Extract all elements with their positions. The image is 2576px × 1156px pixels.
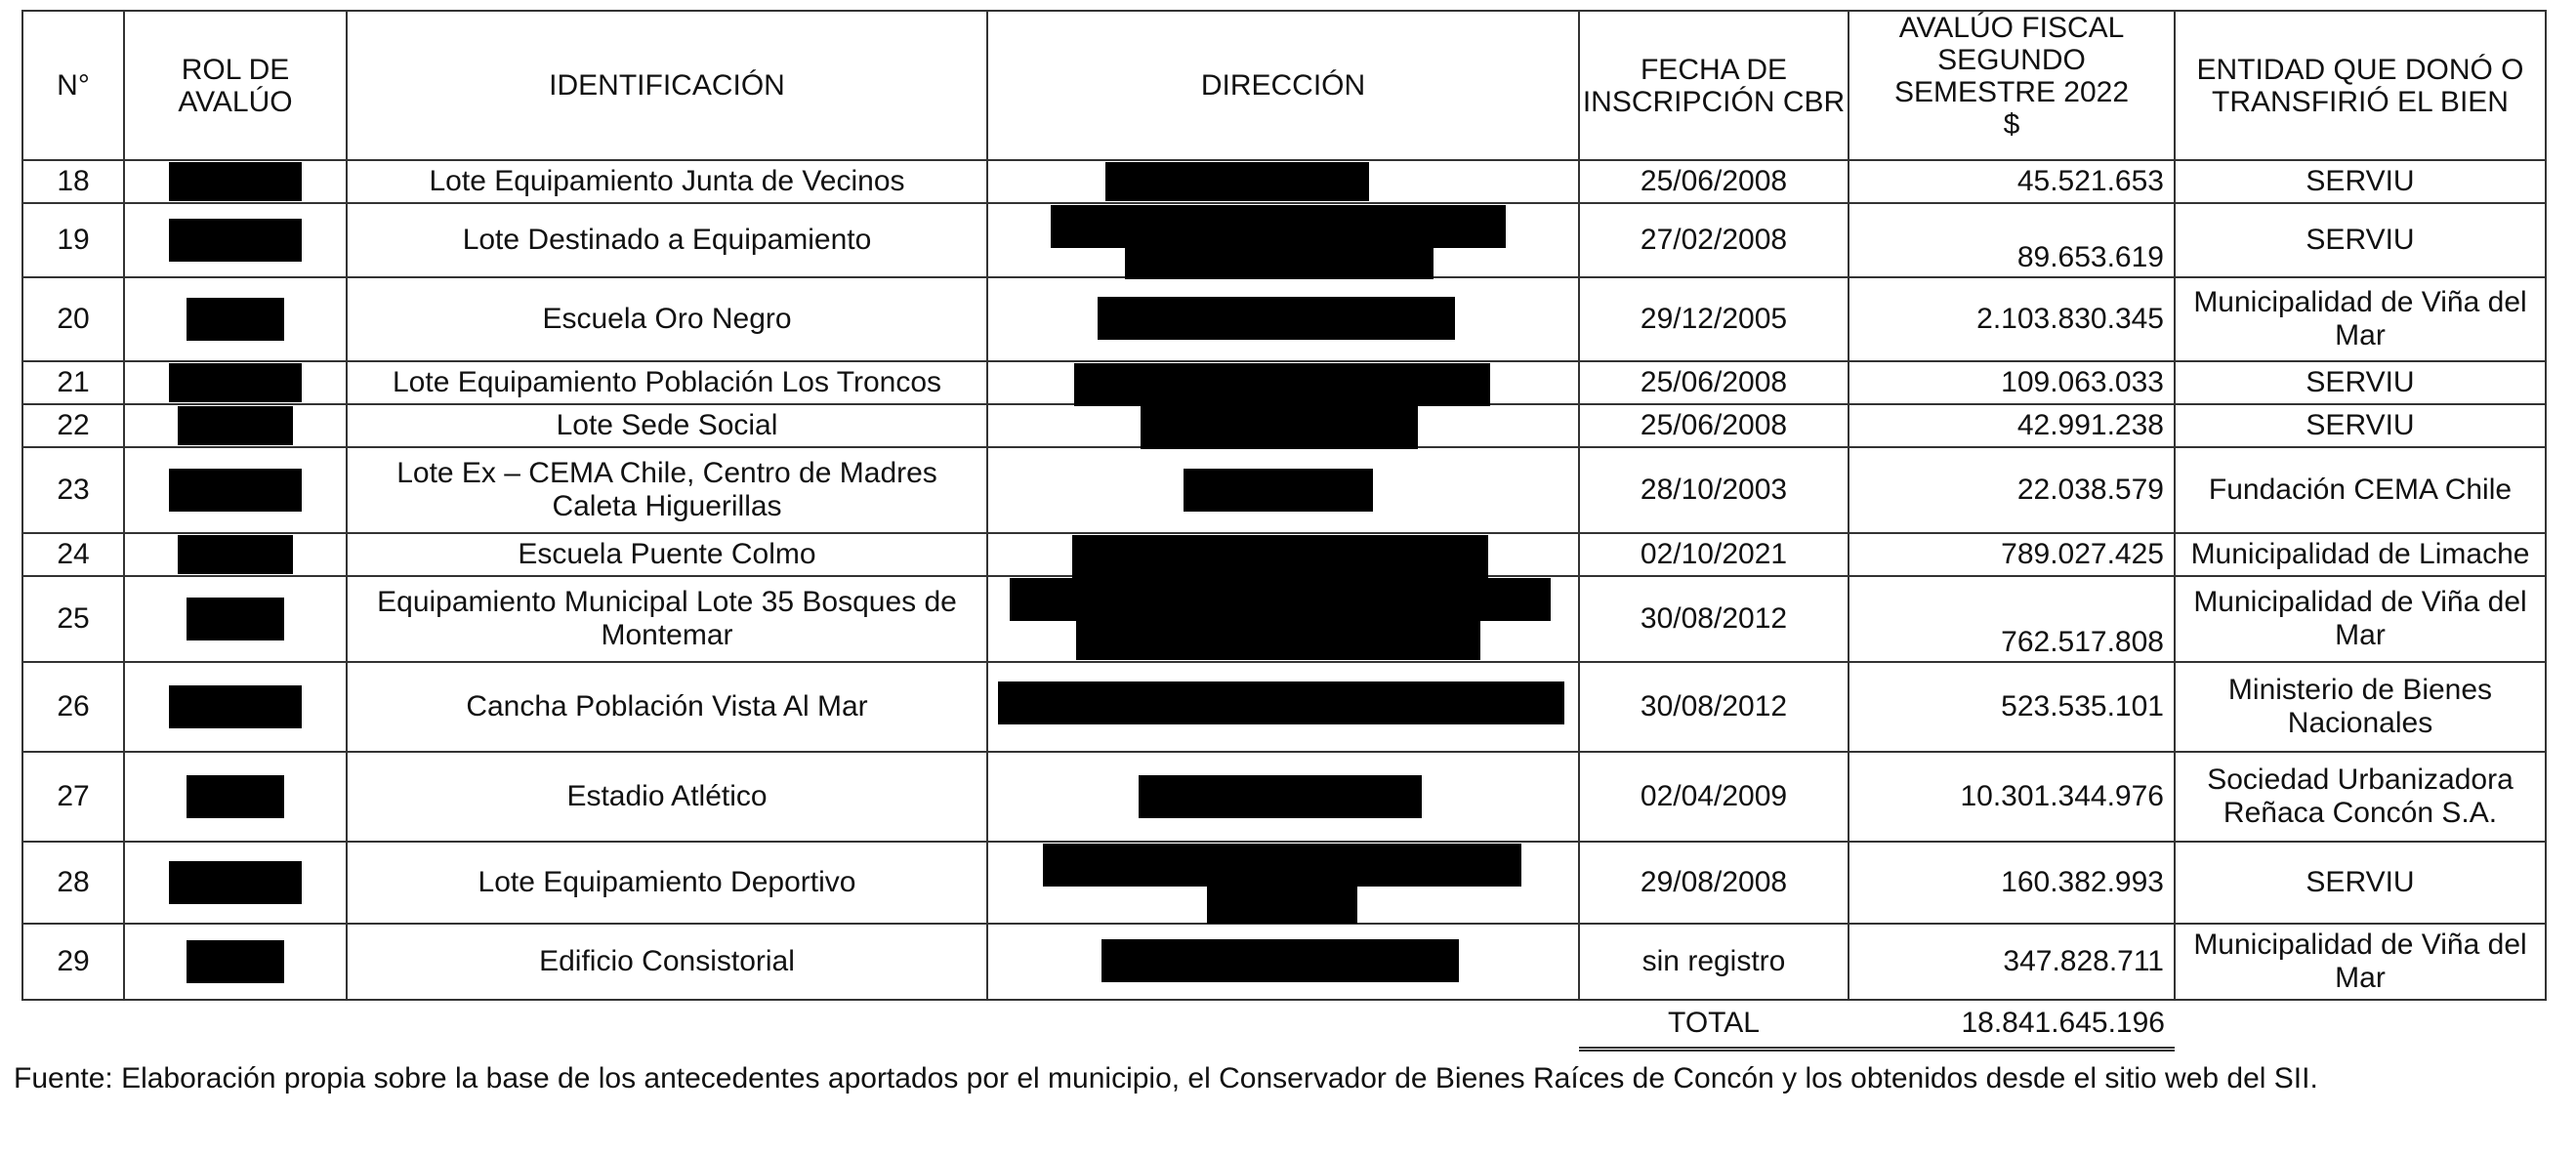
table-row <box>22 533 2546 576</box>
cell-direccion-redacted <box>987 662 1579 752</box>
cell-fecha: 28/10/2003 <box>1579 447 1849 533</box>
cell-avaluo: 762.517.808 <box>1849 576 2175 662</box>
cell-identificacion: Edificio Consistorial <box>347 924 987 1000</box>
redaction-bar <box>169 363 302 402</box>
cell-fecha: 02/10/2021 <box>1579 533 1849 576</box>
cell-identificacion: Lote Equipamiento Población Los Troncos <box>347 361 987 404</box>
cell-entidad: SERVIU <box>2175 160 2546 203</box>
header-entidad: ENTIDAD QUE DONÓ O TRANSFIRIÓ EL BIEN <box>2175 11 2546 160</box>
cell-avaluo: 10.301.344.976 <box>1849 752 2175 842</box>
cell-n: 25 <box>22 576 124 662</box>
redaction-bar <box>187 775 284 818</box>
cell-direccion-redacted <box>987 752 1579 842</box>
cell-avaluo: 160.382.993 <box>1849 842 2175 924</box>
total-row <box>22 1000 2546 1049</box>
table-row <box>22 752 2546 842</box>
redaction-bar <box>1105 162 1369 201</box>
redaction-bar <box>1125 242 1433 279</box>
cell-fecha: 25/06/2008 <box>1579 404 1849 447</box>
cell-rol-redacted <box>124 361 347 404</box>
cell-identificacion: Lote Sede Social <box>347 404 987 447</box>
cell-entidad: Ministerio de Bienes Nacionales <box>2175 662 2546 752</box>
redaction-bar <box>169 219 302 262</box>
header-identificacion: IDENTIFICACIÓN <box>347 11 987 160</box>
cell-entidad: SERVIU <box>2175 203 2546 277</box>
cell-direccion-redacted <box>987 447 1579 533</box>
cell-entidad: Municipalidad de Viña del Mar <box>2175 576 2546 662</box>
cell-entidad: SERVIU <box>2175 842 2546 924</box>
redaction-bar <box>169 469 302 512</box>
cell-n: 19 <box>22 203 124 277</box>
redaction-bar <box>169 685 302 728</box>
cell-identificacion: Lote Equipamiento Junta de Vecinos <box>347 160 987 203</box>
cell-direccion-redacted <box>987 277 1579 361</box>
cell-avaluo: 2.103.830.345 <box>1849 277 2175 361</box>
table-row <box>22 160 2546 203</box>
table-row <box>22 404 2546 447</box>
cell-n: 20 <box>22 277 124 361</box>
document <box>21 10 2545 1052</box>
table-row <box>22 576 2546 662</box>
cell-identificacion: Lote Equipamiento Deportivo <box>347 842 987 924</box>
cell-entidad: SERVIU <box>2175 361 2546 404</box>
cell-identificacion: Lote Ex – CEMA Chile, Centro de Madres Caleta Higuerillas <box>347 447 987 533</box>
cell-direccion-redacted <box>987 203 1579 277</box>
cell-n: 28 <box>22 842 124 924</box>
cell-rol-redacted <box>124 447 347 533</box>
redaction-bar <box>1043 844 1521 887</box>
redaction-bar <box>1076 621 1480 660</box>
cell-avaluo: 523.535.101 <box>1849 662 2175 752</box>
cell-direccion-redacted <box>987 361 1579 404</box>
cell-identificacion: Lote Destinado a Equipamiento <box>347 203 987 277</box>
table-row <box>22 842 2546 924</box>
cell-fecha: sin registro <box>1579 924 1849 1000</box>
cell-direccion-redacted <box>987 576 1579 662</box>
redaction-bar <box>1139 775 1422 818</box>
cell-avaluo: 89.653.619 <box>1849 203 2175 277</box>
cell-direccion-redacted <box>987 533 1579 576</box>
cell-rol-redacted <box>124 533 347 576</box>
header-direccion: DIRECCIÓN <box>987 11 1579 160</box>
cell-avaluo: 42.991.238 <box>1849 404 2175 447</box>
header-avaluo-unit: $ <box>2003 108 2020 141</box>
cell-fecha: 30/08/2012 <box>1579 662 1849 752</box>
redaction-bar <box>187 940 284 983</box>
cell-rol-redacted <box>124 842 347 924</box>
cell-avaluo: 45.521.653 <box>1849 160 2175 203</box>
redaction-bar <box>1098 297 1455 340</box>
cell-fecha: 30/08/2012 <box>1579 576 1849 662</box>
table-row <box>22 203 2546 277</box>
redaction-bar <box>187 298 284 341</box>
cell-fecha: 25/06/2008 <box>1579 361 1849 404</box>
cell-fecha: 02/04/2009 <box>1579 752 1849 842</box>
cell-entidad: Fundación CEMA Chile <box>2175 447 2546 533</box>
total-label: TOTAL <box>1579 1000 1849 1049</box>
cell-n: 24 <box>22 533 124 576</box>
redaction-bar <box>1184 469 1373 512</box>
cell-avaluo: 22.038.579 <box>1849 447 2175 533</box>
table-row <box>22 924 2546 1000</box>
cell-fecha: 29/12/2005 <box>1579 277 1849 361</box>
cell-n: 29 <box>22 924 124 1000</box>
redaction-bar <box>998 681 1564 724</box>
cell-direccion-redacted <box>987 404 1579 447</box>
assets-table <box>21 10 2547 1052</box>
cell-n: 26 <box>22 662 124 752</box>
cell-identificacion: Estadio Atlético <box>347 752 987 842</box>
table-row <box>22 662 2546 752</box>
cell-n: 18 <box>22 160 124 203</box>
redaction-bar <box>1010 578 1551 621</box>
header-avaluo-title: AVALÚO FISCAL SEGUNDO SEMESTRE 2022 <box>1893 12 2130 108</box>
cell-fecha: 25/06/2008 <box>1579 160 1849 203</box>
table-row <box>22 277 2546 361</box>
table-row <box>22 361 2546 404</box>
cell-rol-redacted <box>124 404 347 447</box>
redaction-bar <box>1074 363 1490 406</box>
cell-n: 21 <box>22 361 124 404</box>
cell-identificacion: Escuela Puente Colmo <box>347 533 987 576</box>
header-fecha: FECHA DE INSCRIPCIÓN CBR <box>1579 11 1849 160</box>
cell-rol-redacted <box>124 662 347 752</box>
cell-n: 22 <box>22 404 124 447</box>
cell-rol-redacted <box>124 160 347 203</box>
cell-n: 27 <box>22 752 124 842</box>
cell-entidad: Municipalidad de Viña del Mar <box>2175 277 2546 361</box>
cell-entidad: Sociedad Urbanizadora Reñaca Concón S.A. <box>2175 752 2546 842</box>
cell-fecha: 27/02/2008 <box>1579 203 1849 277</box>
cell-direccion-redacted <box>987 842 1579 924</box>
redaction-bar <box>178 535 293 574</box>
cell-entidad: Municipalidad de Viña del Mar <box>2175 924 2546 1000</box>
redaction-bar <box>1207 885 1357 924</box>
redaction-bar <box>1101 939 1459 982</box>
cell-identificacion: Escuela Oro Negro <box>347 277 987 361</box>
redaction-bar <box>178 406 293 445</box>
cell-identificacion: Equipamiento Municipal Lote 35 Bosques de Montemar <box>347 576 987 662</box>
cell-rol-redacted <box>124 576 347 662</box>
cell-rol-redacted <box>124 277 347 361</box>
cell-rol-redacted <box>124 924 347 1000</box>
cell-entidad: SERVIU <box>2175 404 2546 447</box>
cell-avaluo: 347.828.711 <box>1849 924 2175 1000</box>
redaction-bar <box>187 598 284 640</box>
redaction-bar <box>169 861 302 904</box>
redaction-bar <box>169 162 302 201</box>
redaction-bar <box>1072 535 1488 578</box>
cell-avaluo: 789.027.425 <box>1849 533 2175 576</box>
cell-avaluo: 109.063.033 <box>1849 361 2175 404</box>
cell-n: 23 <box>22 447 124 533</box>
total-value: 18.841.645.196 <box>1849 1000 2175 1049</box>
cell-direccion-redacted <box>987 924 1579 1000</box>
cell-fecha: 29/08/2008 <box>1579 842 1849 924</box>
header-rol: ROL DE AVALÚO <box>124 11 347 160</box>
header-avaluo <box>1849 11 2175 160</box>
cell-identificacion: Cancha Población Vista Al Mar <box>347 662 987 752</box>
cell-rol-redacted <box>124 752 347 842</box>
source-footnote: Fuente: Elaboración propia sobre la base de los antecedentes aportados por el municipio, el Conservador de Bienes Raíces de Concón y los obtenidos desde el sitio web del SII. <box>14 1062 2318 1094</box>
cell-entidad: Municipalidad de Limache <box>2175 533 2546 576</box>
cell-direccion-redacted <box>987 160 1579 203</box>
table-row <box>22 447 2546 533</box>
redaction-bar <box>1141 406 1418 449</box>
header-row <box>22 11 2546 160</box>
header-n: N° <box>22 11 124 160</box>
cell-rol-redacted <box>124 203 347 277</box>
